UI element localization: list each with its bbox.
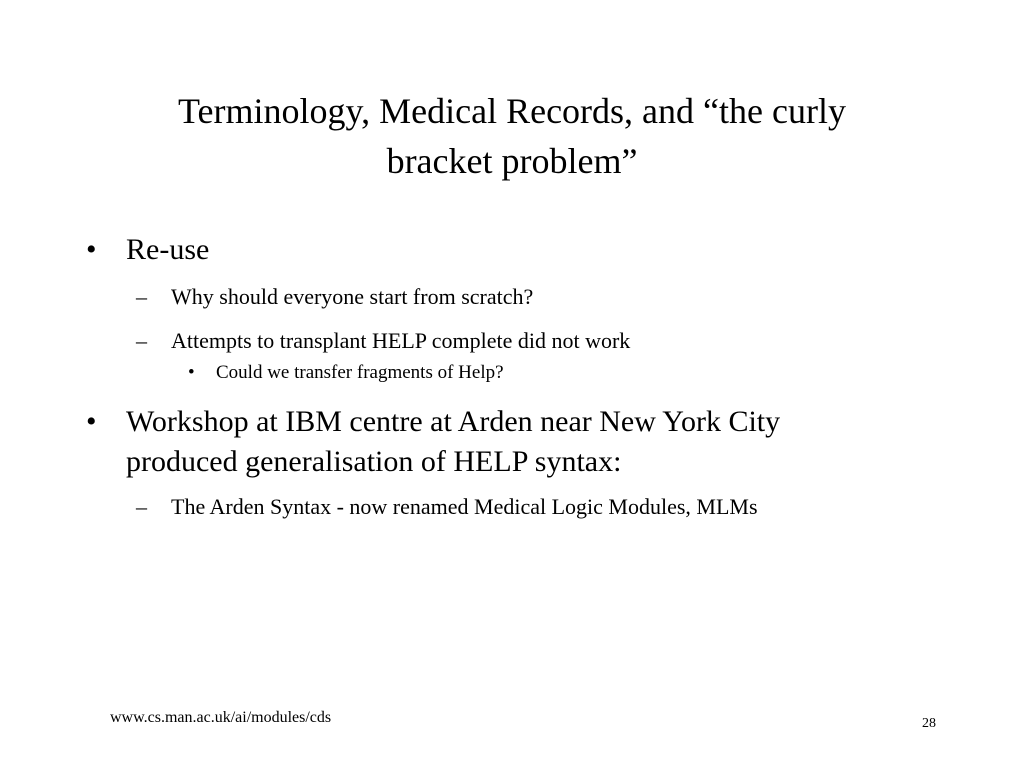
sub-bullet-arden-syntax: [82, 492, 982, 522]
title-line: bracket problem”: [386, 141, 638, 181]
sub-sub-bullet-fragments: [82, 360, 982, 386]
bullet-workshop: [82, 402, 982, 482]
sub-bullet-text: The Arden Syntax - now renamed Medical Logic Modules, MLMs: [171, 494, 758, 519]
bullet-text: [126, 402, 982, 482]
dash-marker: –: [136, 328, 147, 353]
sub-bullet-transplant: [82, 326, 982, 356]
bullet-re-use: [82, 230, 982, 270]
slide-body: [82, 228, 982, 522]
bullet-marker: •: [86, 233, 97, 266]
bullet-marker: •: [188, 362, 195, 383]
dash-marker: –: [136, 494, 147, 519]
sub-bullet-text: Why should everyone start from scratch?: [171, 284, 534, 309]
bullet-text-line: Workshop at IBM centre at Arden near New York City: [126, 405, 781, 438]
title-line: Terminology, Medical Records, and “the curly: [178, 91, 846, 131]
sub-bullet-text: Attempts to transplant HELP complete did not work: [171, 328, 631, 353]
page-number: 28: [922, 716, 936, 731]
slide-title: [100, 86, 924, 186]
sub-sub-bullet-text: Could we transfer fragments of Help?: [216, 362, 504, 383]
bullet-text: Re-use: [126, 233, 210, 266]
sub-bullet-scratch: [82, 282, 982, 312]
bullet-marker: •: [86, 405, 97, 438]
footer-url: www.cs.man.ac.uk/ai/modules/cds: [110, 709, 332, 726]
bullet-text-line: produced generalisation of HELP syntax:: [126, 445, 622, 478]
dash-marker: –: [136, 284, 147, 309]
